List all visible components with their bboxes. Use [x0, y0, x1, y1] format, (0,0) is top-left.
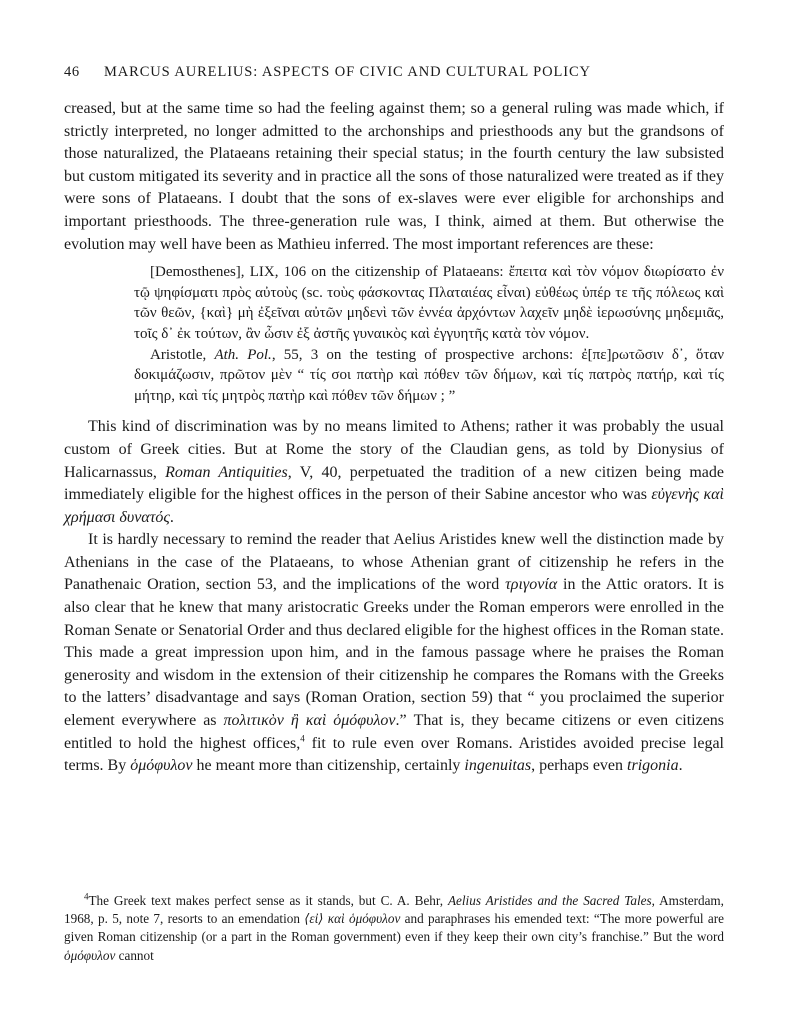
- running-header: [64, 64, 724, 81]
- p3-text-3: .” That is, they became citizens or even citizens entitled to hold the highest offices,: [64, 712, 725, 752]
- fn-text-1: The Greek text makes perfect sense as it stands, but C. A. Behr,: [88, 893, 444, 908]
- p3-text-1: It is hardly necessary to remind the reader that Aelius Aristides knew well the distinction made by Athenians in the case of the Plataeans, to whose Athenian grant of citizenship he refers in the Panathenaic Oration, section 53, and the implications of the word: [64, 531, 724, 594]
- footnote-4: [64, 892, 724, 965]
- fn-text-2: , Amsterdam, 1968, p. 5, note 7, resorts to an emendation: [64, 893, 724, 927]
- p3-text-7: .: [678, 757, 683, 775]
- main-text: [64, 98, 724, 778]
- p3-greek-3: ὁμόφυλον: [130, 757, 193, 775]
- quote-2-greek: ἐ[πε]ρωτῶσιν δ᾽, ὅταν δοκιμάζωσιν, πρῶτον μὲν “ τίς σοι πατὴρ καὶ πόθεν τῶν δήμων, καὶ τίς πατρὸς πατήρ, καὶ τίς μήτηρ, καὶ τίς μητρὸς πατὴρ καὶ πόθεν τῶν δήμων ; ”: [134, 346, 725, 404]
- fn-greek-1: ⟨εἰ⟩ καὶ ὁμόφυλον: [304, 911, 401, 927]
- p3-text-2: in the Attic orators. It is also clear that he knew that many aristocratic Greeks under the Roman emperors were enrolled in the Roman Senate or Senatorial Order and thus declared eligible for the highest offices in the Roman state. This made a great impression upon him, and in the famous passage where he praises the Roman generosity and wisdom in the extension of their citizenship he compares the Romans with the Greeks to the latters’ disadvantage and says (Roman Oration, section 59) that “ you proclaimed the superior element everywhere as: [64, 576, 725, 730]
- p3-italic-trigonia: trigonia: [627, 757, 679, 775]
- p3-greek-2: πολιτικὸν ἢ καὶ ὁμόφυλον: [223, 712, 396, 730]
- paragraph-1: creased, but at the same time so had the feeling against them; so a general ruling was made which, if strictly interpreted, no longer admitted to the archonships and priesthoods any but the grandsons of those naturalized, the Plataeans retaining their special status; in the fourth century the law subsisted but custom mitigated its severity and in practice all the sons of those naturalized were treated as if they were sons of Plataeans. I doubt that the sons of ex-slaves were ever eligible for archonships and important priesthoods. The three-generation rule was, I think, aimed at them. But otherwise the evolution may well have been as Mathieu inferred. The most important references are these:: [64, 100, 724, 253]
- fn-italic-title: Aelius Aristides and the Sacred Tales: [447, 893, 652, 908]
- paragraph-2: [64, 416, 724, 529]
- fn-greek-2: ὁμόφυλον: [64, 947, 116, 963]
- p3-greek-trigonia: τριγονία: [505, 576, 558, 594]
- quote-2-ref: , 55, 3 on the testing of prospective archons:: [271, 346, 574, 363]
- paragraph-3: [64, 529, 724, 778]
- fn-text-3: and paraphrases his emended text: “The more powerful are given Roman citizenship (or a part in the Roman government) even if they keep their own city’s franchise.” But the word: [64, 911, 725, 945]
- quote-2-work: Ath. Pol.: [214, 346, 272, 363]
- p2-greek-1: εὐγενὴς καὶ χρήμασι δυνατός: [64, 486, 724, 526]
- fn-text-4: cannot: [118, 947, 154, 963]
- footnote-number: 4: [84, 891, 89, 902]
- quote-1-source: [Demosthenes], LIX, 106 on the citizenship of Plataeans:: [150, 264, 504, 281]
- page-number: 46: [64, 64, 80, 80]
- footnote-reference[interactable]: 4: [300, 733, 305, 744]
- p2-text-1: This kind of discrimination was by no means limited to Athens; rather it was probably the usual custom of Greek cities. But at Rome the story of the Claudian gens, as told by Dionysius of Halicarnassus,: [64, 418, 724, 481]
- quote-1-greek: ἔπειτα καὶ τὸν νόμον διωρίσατο ἐν τῷ ψηφίσματι πρὸς αὐτοὺς (sc. τοὺς φάσκοντας Πλαταιέας εἶναι) εὐθέως ὑπέρ τε τῆς πόλεως καὶ τῶν θεῶν, {καὶ} μὴ ἐξεῖναι αὐτῶν μηδενὶ τῶν ἐννέα ἀρχόντων λαχεῖν μηδὲ ἱερωσύνης μηδεμιᾶς, τοῖς δ᾽ ἐκ τούτων, ἂν ὦσιν ἐξ ἀστῆς γυναικὸς καὶ ἐγγυητῆς κατὰ τὸν νόμον.: [134, 264, 724, 342]
- p2-text-3: .: [169, 508, 174, 526]
- p3-text-4: fit to rule even over Romans. Aristides avoided precise legal terms. By: [64, 734, 724, 775]
- running-title: MARCUS AURELIUS: ASPECTS OF CIVIC AND CULTURAL POLICY: [104, 64, 591, 80]
- quote-2-author: Aristotle,: [150, 346, 207, 363]
- p2-italic-roman-antiquities: Roman Antiquities: [165, 463, 288, 481]
- quote-demosthenes: [134, 262, 724, 406]
- p3-text-6: , perhaps even: [531, 757, 624, 775]
- p3-text-5: he meant more than citizenship, certainly: [196, 757, 461, 775]
- p2-text-2: , V, 40, perpetuated the tradition of a new citizen being made immediately eligible for the highest offices in the person of their Sabine ancestor who was: [64, 463, 724, 504]
- p3-italic-ingenuitas: ingenuitas: [464, 757, 532, 775]
